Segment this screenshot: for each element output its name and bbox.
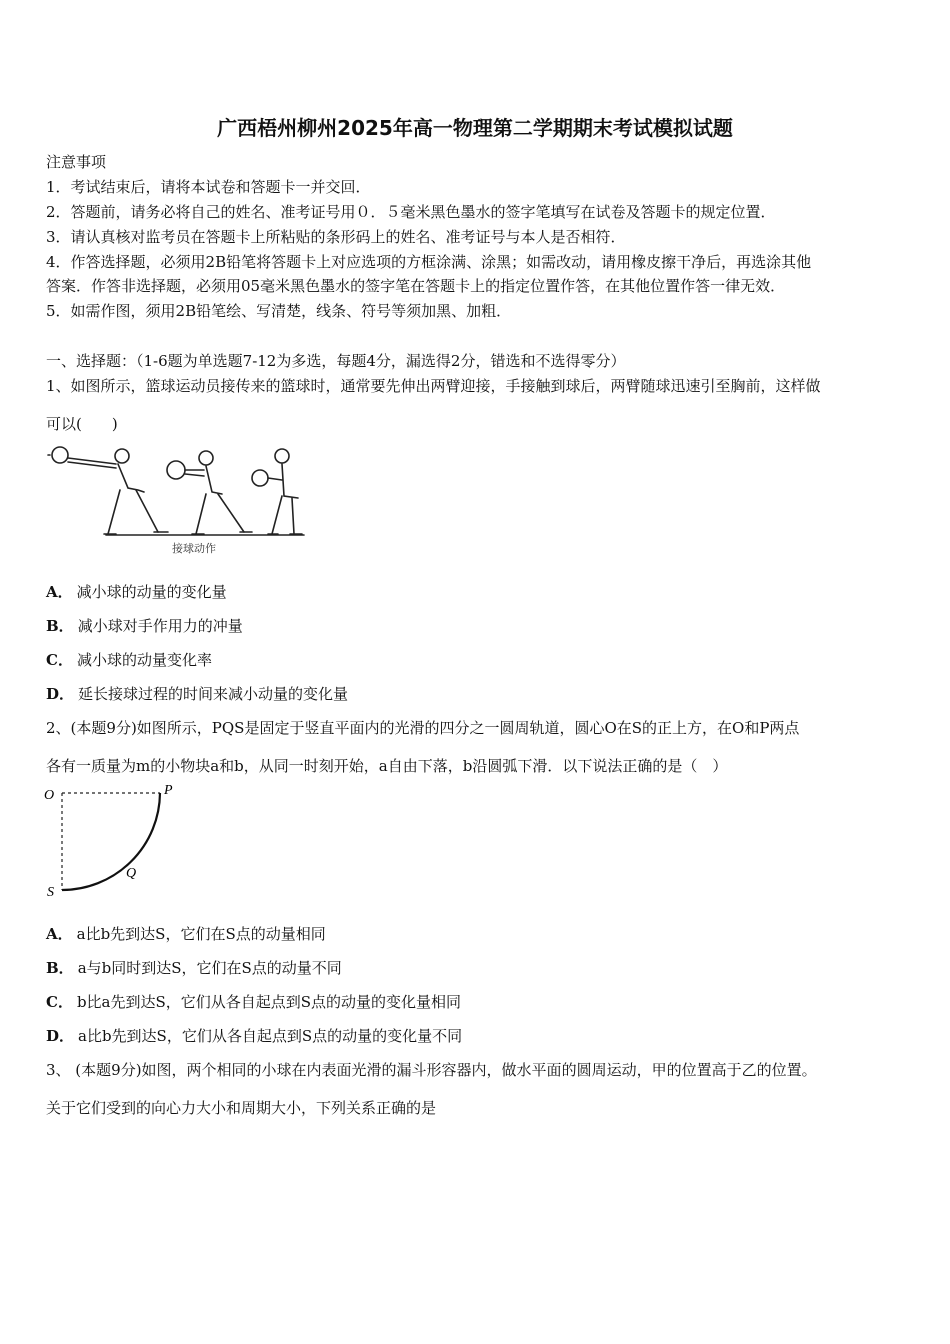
notice-item: 5．如需作图，须用2B铅笔绘、写清楚，线条、符号等须加黑、加粗． bbox=[46, 302, 512, 320]
track-figure bbox=[40, 780, 190, 905]
question-2-stem: 2、(本题9分)如图所示，PQS是固定于竖直平面内的光滑的四分之一圆周轨道，圆心O在S的正上方，在O和P两点 bbox=[46, 719, 800, 737]
notice-item: 4．作答选择题，必须用2B铅笔将答题卡上对应选项的方框涂满、涂黑；如需改动，请用橡皮擦干净后，再选涂其他 bbox=[46, 253, 812, 271]
notice-item: 2．答题前，请务必将自己的姓名、准考证号用０．５毫米黑色墨水的签字笔填写在试卷及答题卡的规定位置． bbox=[46, 203, 776, 221]
option-d[interactable]: D． 延长接球过程的时间来减小动量的变化量 bbox=[46, 685, 349, 703]
question-1-stem-cont: 可以( ) bbox=[46, 415, 118, 433]
label-q: Q bbox=[126, 866, 137, 881]
notice-heading: 注意事项 bbox=[46, 153, 107, 171]
player-head bbox=[275, 449, 289, 463]
question-1-stem: 1、如图所示，篮球运动员接传来的篮球时，通常要先伸出两臂迎接，手接触到球后，两臂随球迅速引至胸前，这样做 bbox=[46, 377, 821, 395]
figure-caption: 接球动作 bbox=[172, 542, 216, 555]
notice-item: 1．考试结束后，请将本试卷和答题卡一并交回． bbox=[46, 178, 371, 196]
page-title: 广西梧州柳州2025年高一物理第二学期期末考试模拟试题 bbox=[217, 116, 733, 140]
question-2-stem-cont: 各有一质量为m的小物块a和b，从同一时刻开始，a自由下落，b沿圆弧下滑．以下说法正确的是（ ） bbox=[46, 757, 728, 775]
option-c[interactable]: C． b比a先到达S，它们从各自起点到S点的动量的变化量相同 bbox=[46, 993, 462, 1011]
option-d[interactable]: D． a比b先到达S，它们从各自起点到S点的动量的变化量不同 bbox=[46, 1027, 463, 1045]
ball bbox=[52, 447, 68, 463]
question-3-stem-cont: 关于它们受到的向心力大小和周期大小，下列关系正确的是 bbox=[46, 1099, 437, 1117]
option-c[interactable]: C． 减小球的动量变化率 bbox=[46, 651, 212, 669]
ball bbox=[167, 461, 185, 479]
arc-track bbox=[62, 793, 160, 890]
label-p: P bbox=[164, 783, 173, 798]
option-a[interactable]: A． a比b先到达S，它们在S点的动量相同 bbox=[46, 925, 326, 943]
section-heading: 一、选择题：（1-6题为单选题7-12为多选，每题4分，漏选得2分，错选和不选得零分） bbox=[46, 352, 626, 370]
notice-item: 3．请认真核对监考员在答题卡上所粘贴的条形码上的姓名、准考证号与本人是否相符． bbox=[46, 228, 626, 246]
catch-ball-figure bbox=[46, 440, 306, 555]
option-b[interactable]: B． 减小球对手作用力的冲量 bbox=[46, 617, 243, 635]
player-head bbox=[115, 449, 129, 463]
option-a[interactable]: A． 减小球的动量的变化量 bbox=[46, 583, 227, 601]
notice-item: 答案．作答非选择题，必须用05毫米黑色墨水的签字笔在答题卡上的指定位置作答，在其他位置作答一律无效． bbox=[46, 277, 786, 295]
label-o: O bbox=[44, 788, 55, 803]
option-b[interactable]: B． a与b同时到达S，它们在S点的动量不同 bbox=[46, 959, 342, 977]
player-head bbox=[199, 451, 213, 465]
question-3-stem: 3、 (本题9分)如图，两个相同的小球在内表面光滑的漏斗形容器内，做水平面的圆周运动，甲的位置高于乙的位置。 bbox=[46, 1061, 817, 1079]
ball bbox=[252, 470, 268, 486]
label-s: S bbox=[47, 885, 54, 900]
